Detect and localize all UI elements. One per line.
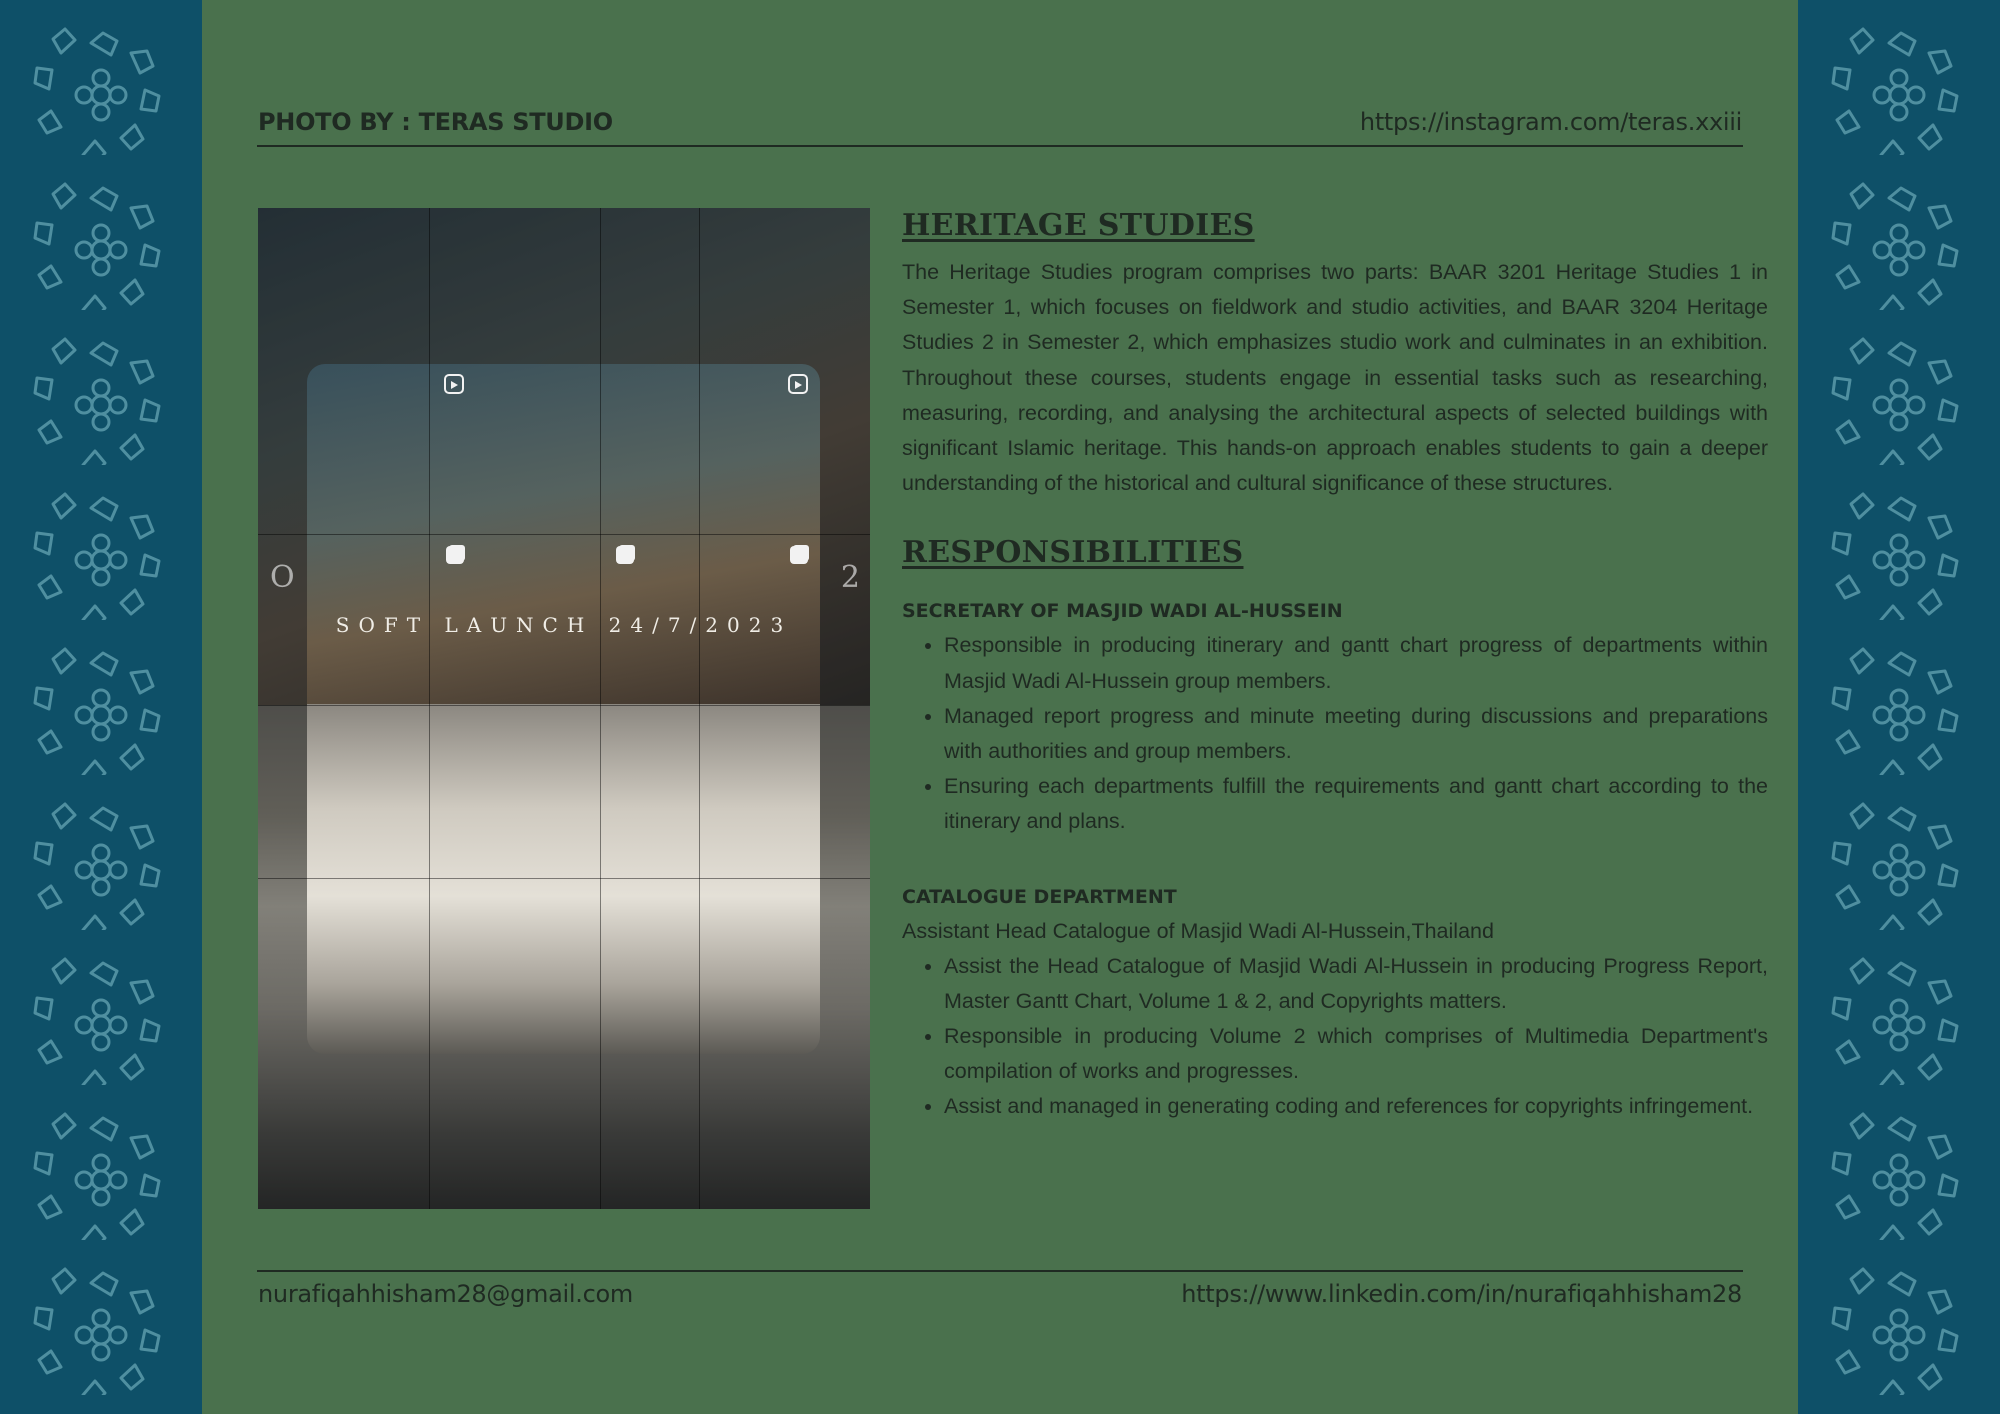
- catalogue-role: Assistant Head Catalogue of Masjid Wadi Al-Hussein,Thailand: [902, 918, 1494, 943]
- edge-text-right: 2: [840, 560, 860, 595]
- secretary-list: [902, 628, 1768, 839]
- secretary-heading: SECRETARY OF MASJID WADI AL-HUSSEIN: [902, 600, 1343, 623]
- grid-line: [699, 208, 700, 1209]
- footer-divider: [257, 1270, 1743, 1272]
- group-photo-preview: [307, 704, 820, 1054]
- right-decorative-panel: [1798, 0, 2000, 1414]
- catalogue-list: [902, 949, 1768, 1125]
- instagram-link[interactable]: https://instagram.com/teras.xxiii: [1359, 108, 1742, 136]
- floral-pattern-left: [0, 0, 202, 1414]
- heritage-title: HERITAGE STUDIES: [902, 208, 1255, 243]
- list-item: • Responsible in producing Volume 2 which comprises of Multimedia Department's compilation of works and progresses.: [944, 1019, 1768, 1089]
- list-item: • Managed report progress and minute meeting during discussions and preparations with authorities and group members.: [944, 699, 1768, 769]
- header-divider: [257, 145, 1743, 147]
- edge-text-left: O: [270, 560, 295, 595]
- list-item: • Assist the Head Catalogue of Masjid Wadi Al-Hussein in producing Progress Report, Master Gantt Chart, Volume 1 & 2, and Copyrights matters.: [944, 949, 1768, 1019]
- list-item: • Ensuring each departments fulfill the requirements and gantt chart according to the itinerary and plans.: [944, 769, 1768, 839]
- grid-line: [429, 208, 430, 1209]
- photo-collage: [258, 208, 870, 1209]
- grid-line: [600, 208, 601, 1209]
- carousel-icon: [790, 546, 808, 564]
- reel-icon: [444, 374, 464, 394]
- list-item: • Responsible in producing itinerary and gantt chart progress of departments within Masjid Wadi Al-Hussein group members.: [944, 628, 1768, 698]
- instagram-grid-preview: [307, 364, 820, 1054]
- linkedin-link[interactable]: https://www.linkedin.com/in/nurafiqahhisham28: [1181, 1280, 1742, 1308]
- left-decorative-panel: [0, 0, 202, 1414]
- catalogue-heading: CATALOGUE DEPARTMENT: [902, 885, 1177, 908]
- carousel-icon: [446, 546, 464, 564]
- grid-line: [258, 534, 870, 535]
- grid-line: [258, 705, 870, 706]
- carousel-icon: [616, 546, 634, 564]
- photo-credit: PHOTO BY : TERAS STUDIO: [258, 108, 613, 136]
- grid-line: [258, 878, 870, 879]
- floral-pattern-right: [1798, 0, 2000, 1414]
- reel-icon: [788, 374, 808, 394]
- heritage-description: The Heritage Studies program comprises two parts: BAAR 3201 Heritage Studies 1 in Semester 1, which focuses on fieldwork and studio activities, and BAAR 3204 Heritage Studies 2 in Semester 2, which emphasizes studio work and culminates in an exhibition. Throughout these courses, students engage in essential tasks such as researching, measuring, recording, and analysing the architectural aspects of selected buildings with significant Islamic heritage. This hands-on approach enables students to gain a deeper understanding of the historical and cultural significance of these structures.: [902, 260, 1768, 496]
- list-item: • Assist and managed in generating coding and references for copyrights infringement.: [944, 1089, 1768, 1124]
- soft-launch-caption: SOFT LAUNCH 24/7/2023: [335, 613, 793, 637]
- responsibilities-title: RESPONSIBILITIES: [902, 535, 1244, 571]
- content-column: [902, 208, 1768, 1125]
- email-link[interactable]: nurafiqahhisham28@gmail.com: [258, 1280, 633, 1308]
